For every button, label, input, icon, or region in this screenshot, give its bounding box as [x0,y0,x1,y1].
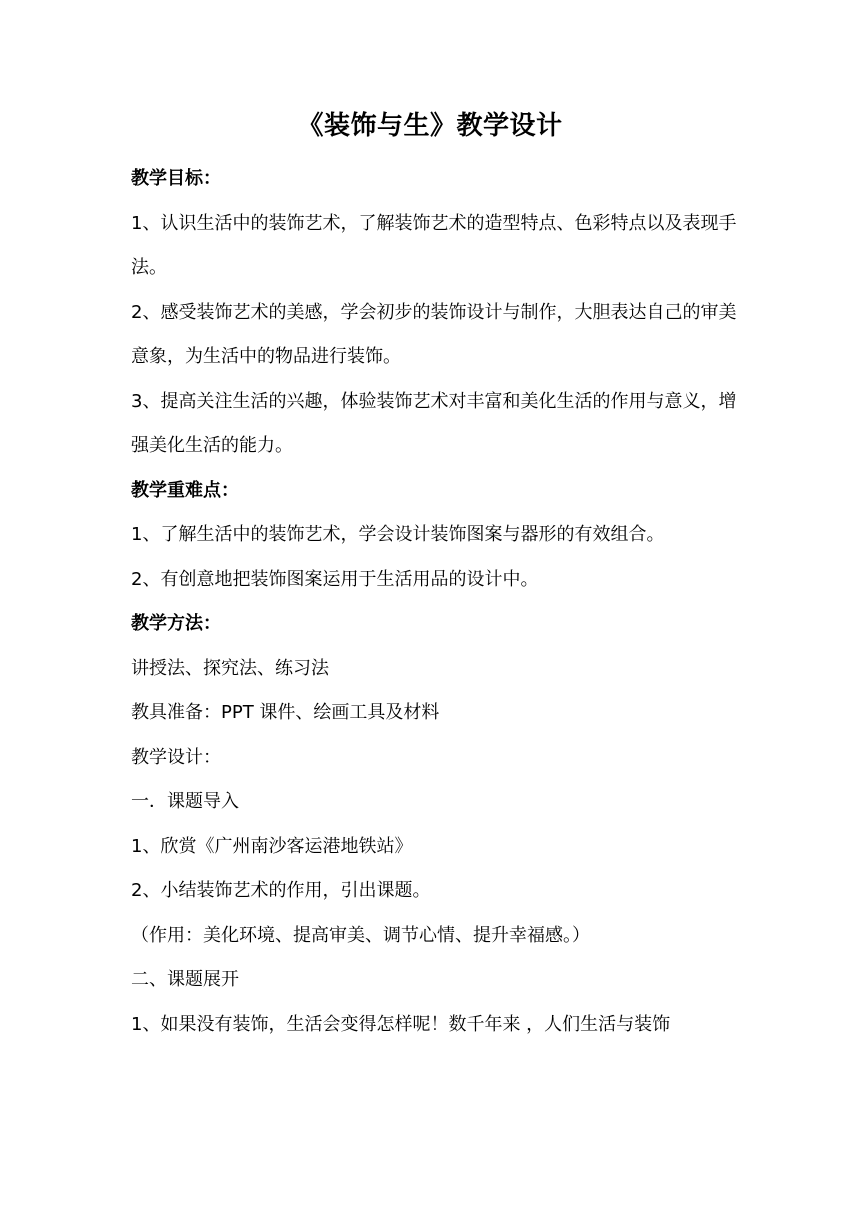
part2-item-1: 1、如果没有装饰，生活会变得怎样呢！数千年来 ，人们生活与装饰 [131,1013,671,1035]
part1-item-2: 2、小结装饰艺术的作用，引出课题。 [131,880,431,901]
part1-item-1: 1、欣赏《广州南沙客运港地铁站》 [131,835,413,857]
goals-heading: 教学目标： [131,168,221,189]
key-points-heading: 教学重难点： [131,479,239,501]
document-title: 《装饰与生》教学设计 [297,111,563,141]
goal-item-3: 3、提高关注生活的兴趣，体验装饰艺术对丰富和美化生活的作用与意义，增强美化生活的能力。 [131,390,737,456]
methods-text: 讲授法、探究法、练习法 [131,657,329,679]
tools-text: 教具准备：PPT 课件、绘画工具及材料 [131,702,440,723]
goal-item-2: 2、感受装饰艺术的美感，学会初步的装饰设计与制作，大胆表达自己的审美意象，为生活中的物品进行装饰。 [131,301,737,367]
document-body [131,157,741,1047]
part1-note: （作用：美化环境、提高审美、调节心情、提升幸福感。） [131,924,590,946]
goal-item-1: 1、认识生活中的装饰艺术，了解装饰艺术的造型特点、色彩特点以及表现手法。 [131,212,737,278]
part2-heading: 二、课题展开 [131,969,239,990]
methods-heading: 教学方法： [131,613,221,634]
part1-heading: 一．课题导入 [131,791,239,812]
key-point-item-1: 1、了解生活中的装饰艺术，学会设计装饰图案与器形的有效组合。 [131,524,665,545]
design-heading: 教学设计： [131,746,221,768]
key-point-item-2: 2、有创意地把装饰图案运用于生活用品的设计中。 [131,568,539,590]
